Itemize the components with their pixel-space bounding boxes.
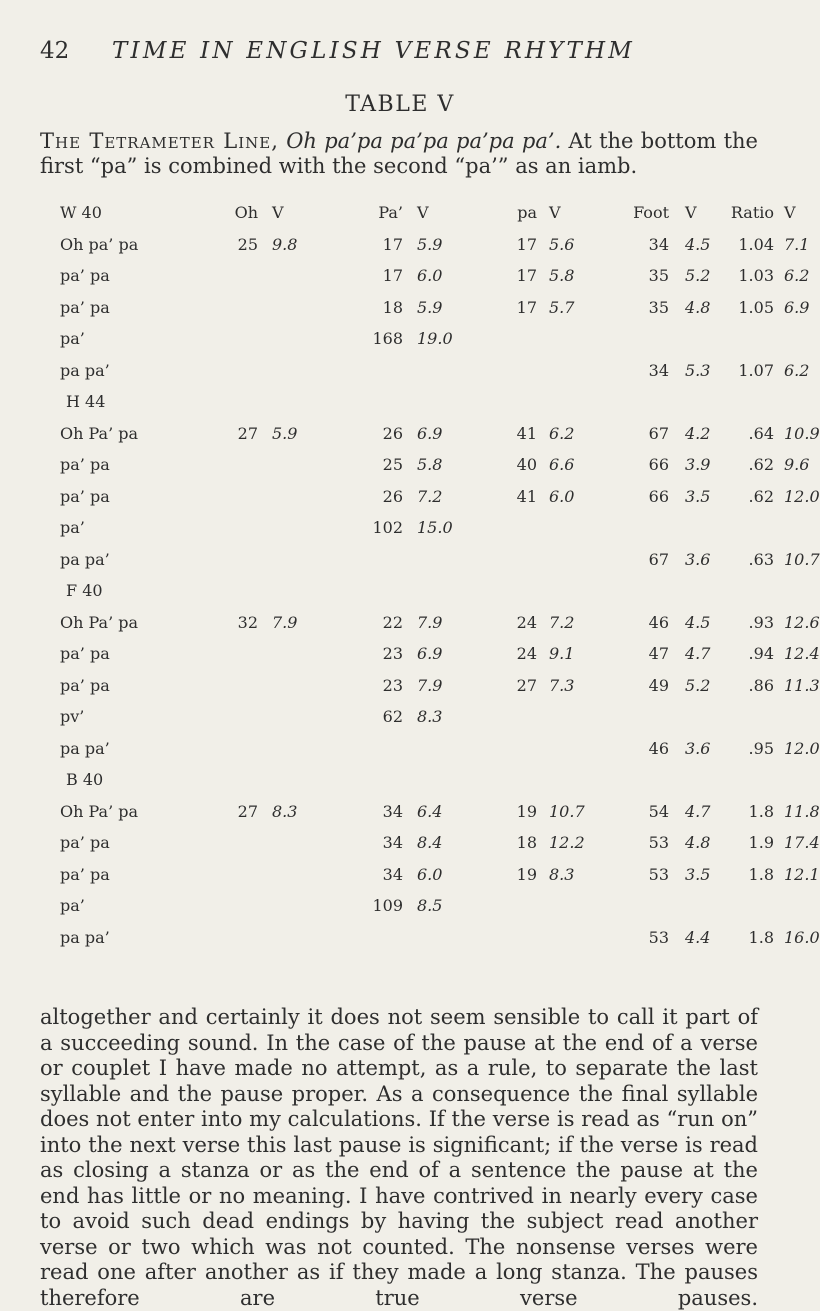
cell-ft-n: 49 — [648, 675, 669, 695]
cell-pa1-v: 5.9 — [417, 297, 443, 317]
cell-ra-n: .63 — [748, 549, 774, 569]
row-label: pa’ pa — [60, 297, 110, 317]
cell-ft-v: 3.5 — [685, 486, 711, 506]
cell-oh-n: 27 — [237, 801, 258, 821]
table-row — [0, 549, 820, 572]
cell-ft-v: 4.7 — [685, 644, 711, 663]
cell-pa1-v: V — [417, 203, 429, 222]
cell-pa2-n: 18 — [516, 833, 537, 852]
row-label: Oh pa’ pa — [60, 234, 139, 254]
row-label: Oh Pa’ pa — [60, 423, 139, 443]
cell-pa2-v: 7.3 — [549, 675, 575, 695]
cell-pa1-n: 17 — [382, 266, 403, 285]
cell-pa1-v: 8.5 — [417, 896, 443, 915]
row-label: pa’ — [60, 329, 85, 348]
table-row — [0, 486, 820, 509]
table-row — [0, 329, 800, 351]
cell-pa1-n: 25 — [382, 455, 403, 474]
cell-oh-v: 8.3 — [272, 801, 298, 821]
row-label: pa’ pa — [60, 864, 110, 884]
cell-ra-n: 1.07 — [738, 360, 774, 380]
cell-ra-v: 16.0 — [784, 927, 820, 947]
cell-pa1-n: 62 — [382, 707, 403, 726]
cell-ra-n: 1.05 — [738, 297, 774, 317]
table-row — [0, 707, 800, 729]
table-caption — [40, 129, 758, 179]
cell-ra-v: 12.6 — [784, 612, 820, 632]
cell-pa1-v: 5.8 — [417, 455, 443, 474]
cell-pa2-v: 12.2 — [549, 833, 585, 852]
cell-pa1-n: 22 — [382, 612, 403, 632]
row-label: pa’ pa — [60, 833, 110, 852]
cell-pa2-v: 6.2 — [549, 423, 575, 443]
cell-pa1-n: 34 — [382, 864, 403, 884]
cell-ft-v: V — [685, 203, 697, 222]
cell-pa1-n: 26 — [382, 423, 403, 443]
cell-oh-v: 5.9 — [272, 423, 298, 443]
cell-pa1-n: 109 — [372, 896, 403, 915]
cell-ft-v: 4.8 — [685, 297, 711, 317]
table-row — [0, 234, 810, 257]
cell-pa1-v: 8.3 — [417, 707, 443, 726]
cell-pa2-n: 41 — [516, 486, 537, 506]
table-row — [0, 864, 820, 887]
cell-ft-n: 67 — [648, 423, 669, 443]
table-row — [0, 297, 810, 320]
cell-ft-v: 5.2 — [685, 675, 711, 695]
cell-ra-v: 17.4 — [784, 833, 820, 852]
cell-pa2-n: 19 — [516, 864, 537, 884]
table-row — [0, 738, 820, 761]
row-label: pv’ — [60, 707, 85, 726]
cell-pa2-n: 24 — [516, 644, 537, 663]
cell-pa2-v: 10.7 — [549, 801, 585, 821]
cell-ft-n: 46 — [648, 738, 669, 758]
cell-pa2-n: 27 — [516, 675, 537, 695]
body-paragraph-1 — [40, 1005, 758, 1311]
cell-ra-v: 6.2 — [784, 360, 810, 380]
row-label: pa’ pa — [60, 644, 110, 663]
cell-ft-n: 34 — [648, 360, 669, 380]
cell-pa1-v: 7.9 — [417, 612, 443, 632]
cell-ft-n: 34 — [648, 234, 669, 254]
row-label: pa’ pa — [60, 486, 110, 506]
table-title: TABLE V — [345, 92, 455, 117]
cell-ft-v: 4.5 — [685, 612, 711, 632]
row-label: H 44 — [66, 392, 106, 411]
cell-ra-v: 10.9 — [784, 423, 820, 443]
table-row — [0, 423, 820, 446]
caption-italic: Oh pa’pa pa’pa pa’pa pa’. — [286, 129, 562, 153]
table-row — [0, 927, 820, 950]
cell-ra-n: .86 — [748, 675, 774, 695]
row-label: pa’ — [60, 518, 85, 537]
row-label: pa pa’ — [60, 738, 110, 758]
cell-oh-v: 7.9 — [272, 612, 298, 632]
cell-ra-n: .62 — [748, 486, 774, 506]
row-label: pa pa’ — [60, 360, 110, 380]
cell-pa2-v: 6.6 — [549, 455, 575, 474]
cell-ft-v: 4.4 — [685, 927, 711, 947]
cell-ra-v: 6.9 — [784, 297, 810, 317]
cell-pa1-v: 7.9 — [417, 675, 443, 695]
paragraph-text: altogether and certainly it does not seem sensible to call it part of a succeeding sound. In the case of the pause at the end of a verse or couplet I have made no attempt, as a rule, to separate the last syllable and the pause proper. As a consequence the final syllable does not enter into my calculations. If the verse is read as “run on” into the next verse this last pause is significant; if the verse is read as closing a stanza or as the end of a sentence the pause at the end has little or no meaning. I have contrived in nearly every case to avoid such dead endings by having the subject read another verse or two which was not counted. The nonsense verses were read one after another as if they made a long stanza. The pauses therefore are true verse pauses. — [40, 1005, 758, 1310]
cell-pa1-v: 6.0 — [417, 864, 443, 884]
cell-pa2-v: 5.6 — [549, 234, 575, 254]
cell-ra-v: V — [784, 203, 796, 222]
cell-ft-v: 4.2 — [685, 423, 711, 443]
cell-ra-n: .93 — [748, 612, 774, 632]
row-label: pa’ pa — [60, 455, 110, 474]
cell-oh-v: V — [272, 203, 284, 222]
row-label: B 40 — [66, 770, 104, 789]
row-label: pa pa’ — [60, 549, 110, 569]
cell-ft-v: 4.7 — [685, 801, 711, 821]
cell-pa1-v: 6.0 — [417, 266, 443, 285]
cell-pa1-n: 23 — [382, 675, 403, 695]
table-row — [0, 833, 820, 855]
cell-pa1-v: 6.9 — [417, 423, 443, 443]
cell-pa2-v: 7.2 — [549, 612, 575, 632]
table-row — [0, 455, 810, 477]
cell-ra-n: .64 — [748, 423, 774, 443]
cell-pa1-v: 7.2 — [417, 486, 443, 506]
cell-ft-n: 35 — [648, 297, 669, 317]
cell-pa2-v: 5.8 — [549, 266, 575, 285]
cell-ft-v: 3.9 — [685, 455, 711, 474]
cell-ra-v: 9.6 — [784, 455, 810, 474]
caption-smallcaps: The Tetrameter Line, — [40, 129, 279, 153]
cell-ft-v: 3.5 — [685, 864, 711, 884]
cell-ft-v: 3.6 — [685, 738, 711, 758]
cell-ra-v: 12.4 — [784, 644, 820, 663]
cell-ra-n: .95 — [748, 738, 774, 758]
cell-pa2-n: 17 — [516, 234, 537, 254]
table-row — [0, 770, 800, 792]
cell-ft-n: 66 — [648, 455, 669, 474]
row-label: pa’ pa — [60, 266, 110, 285]
cell-ft-n: 54 — [648, 801, 669, 821]
cell-ra-n: 1.8 — [748, 864, 774, 884]
cell-oh-v: 9.8 — [272, 234, 298, 254]
cell-pa2-n: 17 — [516, 297, 537, 317]
cell-pa2-n: 24 — [516, 612, 537, 632]
cell-ra-n: 1.03 — [738, 266, 774, 285]
cell-ft-v: 3.6 — [685, 549, 711, 569]
cell-pa2-n: pa — [517, 203, 537, 222]
cell-ft-n: 53 — [648, 927, 669, 947]
table-row — [0, 266, 810, 288]
cell-oh-n: 32 — [237, 612, 258, 632]
cell-pa1-n: 102 — [372, 518, 403, 537]
cell-ra-n: .62 — [748, 455, 774, 474]
cell-ra-n: .94 — [748, 644, 774, 663]
cell-ft-n: 67 — [648, 549, 669, 569]
cell-ft-v: 5.3 — [685, 360, 711, 380]
cell-pa1-n: 34 — [382, 801, 403, 821]
cell-pa2-v: 8.3 — [549, 864, 575, 884]
table-row — [0, 360, 810, 383]
table-row — [0, 518, 800, 540]
cell-pa2-n: 40 — [516, 455, 537, 474]
table-row — [0, 392, 800, 414]
cell-ra-v: 12.1 — [784, 864, 820, 884]
cell-ft-n: 53 — [648, 864, 669, 884]
cell-ra-v: 10.7 — [784, 549, 820, 569]
cell-ft-n: 66 — [648, 486, 669, 506]
running-head: TIME IN ENGLISH VERSE RHYTHM — [112, 38, 636, 64]
cell-pa1-n: 23 — [382, 644, 403, 663]
cell-ra-v: 11.8 — [784, 801, 820, 821]
page-header — [40, 38, 756, 68]
cell-pa2-v: 5.7 — [549, 297, 575, 317]
caption-rest: At the bottom the first “pa” is combined with the second “pa’” as an iamb. — [40, 129, 758, 178]
cell-pa2-v: 6.0 — [549, 486, 575, 506]
cell-pa1-n: 18 — [382, 297, 403, 317]
cell-ra-v: 12.0 — [784, 738, 820, 758]
cell-pa2-n: 19 — [516, 801, 537, 821]
cell-ra-v: 7.1 — [784, 234, 810, 254]
cell-oh-n: 25 — [237, 234, 258, 254]
cell-pa1-n: 17 — [382, 234, 403, 254]
table-row — [0, 801, 820, 824]
cell-ra-n: Ratio — [730, 203, 774, 222]
cell-ra-v: 11.3 — [784, 675, 820, 695]
cell-pa1-n: Pa’ — [378, 203, 403, 222]
table-row — [0, 644, 820, 666]
row-label: W 40 — [60, 203, 102, 222]
cell-ft-v: 5.2 — [685, 266, 711, 285]
row-label: Oh Pa’ pa — [60, 801, 139, 821]
cell-pa1-v: 19.0 — [417, 329, 453, 348]
cell-ra-n: 1.8 — [748, 927, 774, 947]
table-row — [0, 675, 820, 698]
cell-pa2-n: 17 — [516, 266, 537, 285]
table-row — [0, 581, 800, 603]
cell-ra-v: 6.2 — [784, 266, 810, 285]
cell-pa1-v: 8.4 — [417, 833, 443, 852]
cell-pa1-v: 15.0 — [417, 518, 453, 537]
cell-oh-n: 27 — [237, 423, 258, 443]
cell-ft-n: 46 — [648, 612, 669, 632]
cell-pa1-v: 5.9 — [417, 234, 443, 254]
row-label: Oh Pa’ pa — [60, 612, 139, 632]
cell-ft-n: 35 — [648, 266, 669, 285]
cell-pa2-v: V — [549, 203, 561, 222]
cell-ra-n: 1.04 — [738, 234, 774, 254]
cell-pa1-v: 6.9 — [417, 644, 443, 663]
cell-ft-v: 4.5 — [685, 234, 711, 254]
cell-pa1-n: 34 — [382, 833, 403, 852]
table-header-row — [0, 203, 800, 225]
cell-pa1-v: 6.4 — [417, 801, 443, 821]
cell-pa1-n: 26 — [382, 486, 403, 506]
cell-pa2-n: 41 — [516, 423, 537, 443]
cell-ft-n: 53 — [648, 833, 669, 852]
cell-ra-v: 12.0 — [784, 486, 820, 506]
cell-pa1-n: 168 — [372, 329, 403, 348]
cell-ra-n: 1.8 — [748, 801, 774, 821]
row-label: pa pa’ — [60, 927, 110, 947]
row-label: pa’ pa — [60, 675, 110, 695]
table-row — [0, 612, 820, 635]
cell-ft-n: 47 — [648, 644, 669, 663]
cell-ft-n: Foot — [633, 203, 669, 222]
row-label: F 40 — [66, 581, 103, 600]
page-number: 42 — [40, 38, 70, 64]
cell-ra-n: 1.9 — [748, 833, 774, 852]
cell-pa2-v: 9.1 — [549, 644, 575, 663]
cell-oh-n: Oh — [234, 203, 258, 222]
table-row — [0, 896, 800, 918]
cell-ft-v: 4.8 — [685, 833, 711, 852]
row-label: pa’ — [60, 896, 85, 915]
